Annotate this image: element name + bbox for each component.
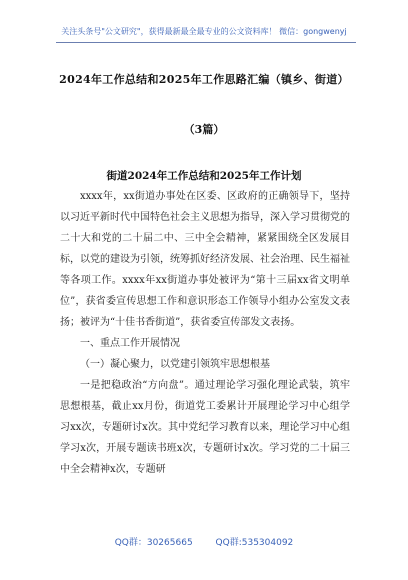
header-banner: 关注头条号"公文研究"，获得最新最全最专业的公文资料库！ 微信：gongwenyj bbox=[61, 27, 347, 36]
footer-qq-group-2: QQ群:535304092 bbox=[215, 538, 294, 548]
document-count: （3篇） bbox=[183, 123, 225, 136]
body-paragraph-intro: xxxx年，xx街道办事处在区委、区政府的正确领导下，坚持以习近平新时代中国特色社会主义思想为指导，深入学习贯彻党的二十大和党的二十届二中、三中全会精神，紧紧围绕全区发展目标，以党的建设为引领，统筹抓好经济发展、社会治理、民生福祉等各项工作。xxxx年xx街道办事处被评为“第十三届xx省文明单位”，获省委宣传思想工作和意识形态工作领导小组办公室发文表扬；被评为“十佳书香街道”，获省委宣传部发文表扬。 bbox=[60, 191, 350, 328]
document-body bbox=[60, 186, 350, 480]
footer-contact bbox=[0, 535, 408, 548]
section-heading-1: 一、重点工作开展情况 bbox=[80, 338, 180, 349]
subsection-heading-1: （一）凝心聚力，以党建引领筑牢思想根基 bbox=[80, 359, 270, 370]
footer-qq-group-1: QQ群：30265665 bbox=[114, 538, 193, 548]
header-divider bbox=[56, 42, 356, 43]
document-title: 2024年工作总结和2025年工作思路汇编（镇乡、街道） bbox=[59, 73, 349, 86]
document-subtitle: 街道2024年工作总结和2025年工作计划 bbox=[106, 170, 302, 182]
body-paragraph-1: 一是把稳政治“方向盘”。通过理论学习强化理论武装，筑牢思想根基，截止xx月份，街道党工委累计开展理论学习中心组学习xx次，专题研讨x次。其中党纪学习教育以来，理论学习中心组学习x次，开展专题读书班x次，专题研讨x次。学习党的二十届三中全会精神x次，专题研 bbox=[60, 380, 350, 475]
